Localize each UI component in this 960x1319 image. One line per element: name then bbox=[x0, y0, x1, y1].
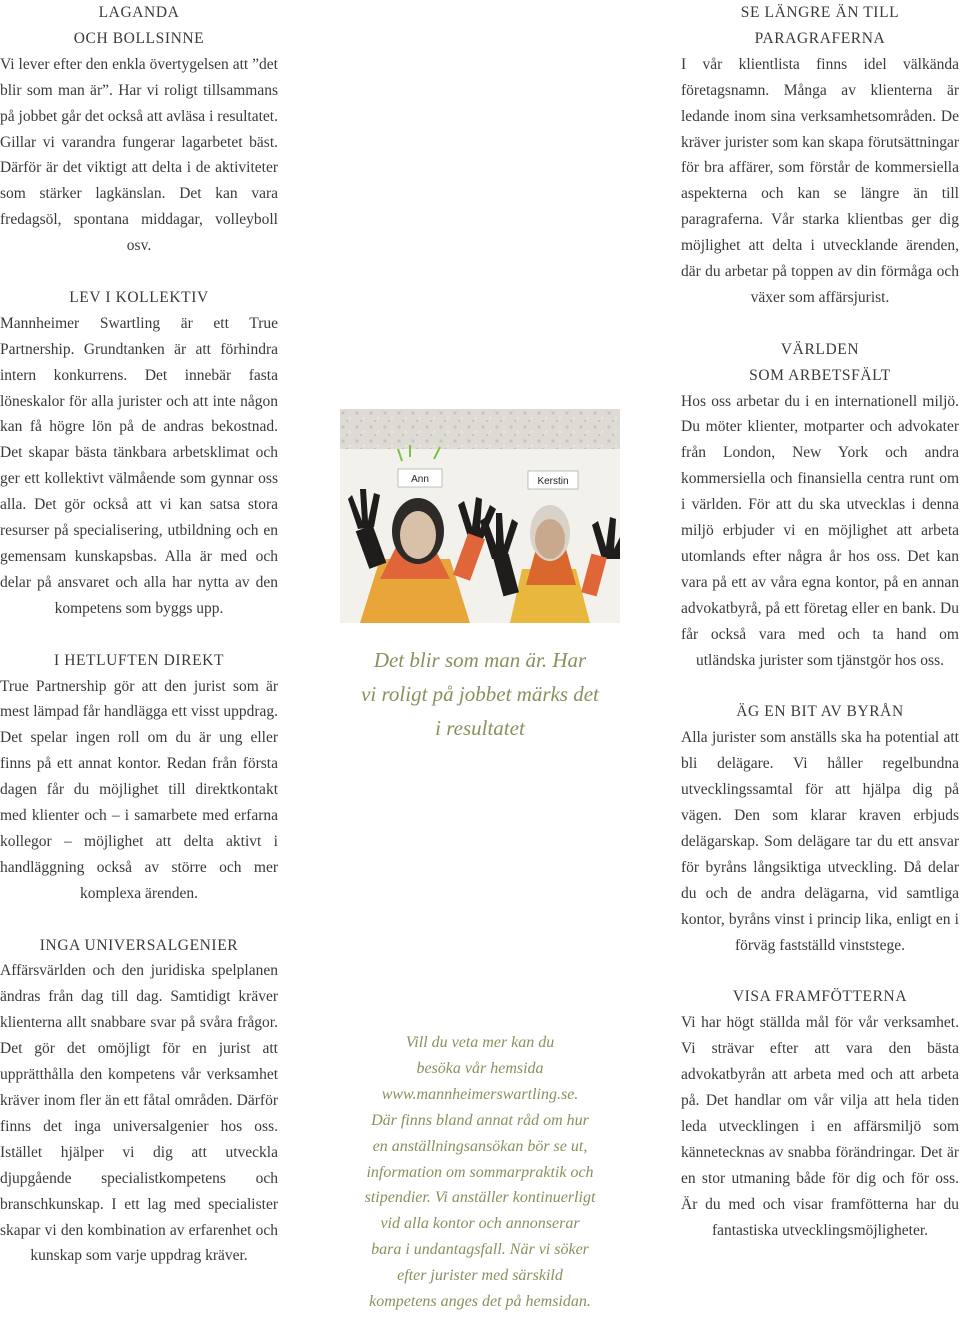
section-body: Vi lever efter den enkla övertygelsen att ”det blir som man är”. Har vi roligt tillsammans på jobbet går det också att avläsa i resultatet. Gillar vi varandra fungerar lagarbetet bäst. Därför är det viktigt att delta i de aktiviteter som stärker lagkänslan. Det kan vara fredagsöl, spontana middagar, volleyboll osv. bbox=[0, 55, 278, 255]
section-body: True Partnership gör att den jurist som är mest lämpad får handlägga ett visst uppdrag. Det spelar ingen roll om du är ung eller finns på ett annat kontor. Redan från första dagen får du möjlighet till direktkontakt med klienter och – i samarbete med erfarna kollegor – möjlighet att delta aktivt i handläggning också av större och mer komplexa ärenden. bbox=[0, 677, 278, 902]
section-heading: LAGANDA bbox=[98, 4, 180, 21]
info-line: bara i undantagsfall. När vi söker bbox=[371, 1241, 589, 1259]
section-body: Mannheimer Swartling är ett True Partnership. Grundtanken är att förhindra intern konkurrens. Det innebär fasta löneskalor för alla jurister och att inte någon kan få högre lön på de andras bekostnad. Det skapar bästa tänkbara arbetsklimat och ger ett kollektivt välmående som gynnar oss alla. Det gör också att vi kan satsa stora resurser på specialisering, utbildning och en gemensam kunskapsbas. Alla är med och delar på ansvaret och alla har nytta av den kompetens som byggs upp. bbox=[0, 314, 278, 617]
section-body: Hos oss arbetar du i en internationell miljö. Du möter klienter, motparter och advokater från London, New York och andra kommersiella och finansiella centra runt om i världen. För att du ska utvecklas i denna miljö erbjuder vi en möjlighet att arbeta utomlands efter några år hos oss. Det kan vara på ett av våra egna kontor, på en annan advokatbyrå, på ett företag eller en bank. Du får också vara med och ta hand om utländska jurister som tjänstgör hos oss. bbox=[681, 392, 959, 669]
section-visa-framfotterna bbox=[681, 984, 959, 1243]
section-heading: INGA UNIVERSALGENIER bbox=[39, 936, 239, 954]
section-body: Vi har högt ställda mål för vår verksamhet. Vi strävar efter att vara den bästa advokatbyrån att arbeta med och att arbeta på. Det handlar om vår vilja att hela tiden leda utvecklingen i en affärsmiljö som kännetecknas av snabba förändringar. Det är en stor utmaning både för dig och för oss. Är du med och visar framfötterna har du fantastiska utvecklingsmöjligheter. bbox=[681, 1014, 959, 1239]
name-tag-kerstin: Kerstin bbox=[537, 476, 569, 487]
section-heading: VISA FRAMFÖTTERNA bbox=[732, 988, 908, 1006]
section-heading: SOM ARBETSFÄLT bbox=[749, 366, 891, 384]
section-body: I vår klientlista finns idel välkända företagsnamn. Många av klienterna är ledande inom sina verksamhetsområden. De kräver jurister som kan skapa förutsättningar för bra affärer, som förstår de kommersiella aspekterna och kan se längre än till paragraferna. Vår starka klientbas ger dig möjlighet att delta i utvecklande ärenden, där du arbetar på toppen av din förmåga och växer som affärsjurist. bbox=[681, 55, 959, 306]
section-body: Alla jurister som anställs ska ha potential att bli delägare. Vi håller regelbundna utvecklingssamtal för att hjälpa dig på vägen. Den som klarar kraven erbjuds delägarskap. Som delägare tar du ett ansvar för byråns långsiktiga utveckling. Då delar du och de andra delägarna, vid samtliga kontor, byråns vinst i princip lika, enligt en i förväg fastställd vinststege. bbox=[681, 729, 959, 954]
photo-caption bbox=[340, 643, 620, 745]
section-i-hetluften-direkt bbox=[0, 648, 278, 907]
info-line: kompetens anges det på hemsidan. bbox=[369, 1293, 591, 1311]
section-heading: ÄG EN BIT AV BYRÅN bbox=[736, 703, 904, 721]
info-line: vid alla kontor och annonserar bbox=[380, 1215, 580, 1233]
section-laganda bbox=[0, 0, 278, 259]
section-heading: LEV I KOLLEKTIV bbox=[69, 288, 209, 306]
section-se-langre bbox=[681, 0, 959, 311]
info-line: Där finns bland annat råd om hur bbox=[371, 1111, 589, 1129]
team-photo bbox=[340, 409, 620, 623]
info-box bbox=[340, 1030, 620, 1315]
team-photo-illustration bbox=[340, 409, 620, 623]
section-inga-universalgenier bbox=[0, 933, 278, 1270]
info-line: Vill du veta mer kan du bbox=[405, 1034, 555, 1051]
section-heading: SE LÄNGRE ÄN TILL bbox=[740, 4, 900, 21]
info-line: stipendier. Vi anställer kontinuerligt bbox=[364, 1189, 596, 1207]
section-varlden bbox=[681, 337, 959, 674]
website-link[interactable]: www.mannheimerswartling.se. bbox=[381, 1085, 579, 1103]
section-heading: I HETLUFTEN DIREKT bbox=[53, 651, 225, 669]
caption-line: i resultatet bbox=[435, 716, 525, 740]
section-lev-i-kollektiv bbox=[0, 285, 278, 622]
caption-line: Det blir som man är. Har bbox=[373, 648, 587, 672]
info-line: efter jurister med särskild bbox=[397, 1267, 563, 1285]
right-column bbox=[681, 0, 959, 1243]
section-heading: PARAGRAFERNA bbox=[754, 29, 886, 47]
section-heading: OCH BOLLSINNE bbox=[73, 29, 205, 47]
section-heading: VÄRLDEN bbox=[780, 340, 860, 358]
info-line: en anställningsansökan bör se ut, bbox=[372, 1137, 588, 1155]
caption-line: vi roligt på jobbet märks det bbox=[361, 682, 599, 706]
left-column bbox=[0, 0, 278, 1269]
section-ag-en-bit bbox=[681, 699, 959, 958]
name-tag-ann: Ann bbox=[411, 474, 429, 485]
info-line: besöka vår hemsida bbox=[416, 1059, 544, 1077]
info-line: information om sommarpraktik och bbox=[366, 1163, 594, 1181]
section-body: Affärsvärlden och den juridiska spelplanen ändras från dag till dag. Samtidigt kräver klienterna allt snabbare svar på svåra frågor. Det gör det omöjligt för en jurist att upprätthålla den kompetens vår verksamhet kräver inom fler än ett fåtal områden. Därför finns det inga universalgenier hos oss. Istället hjälper vi dig att utveckla djupgående specialistkompetens och branschkunskap. I ett lag med specialister skapar vi den kombination av erfarenhet och kunskap som varje uppdrag kräver. bbox=[0, 962, 278, 1265]
